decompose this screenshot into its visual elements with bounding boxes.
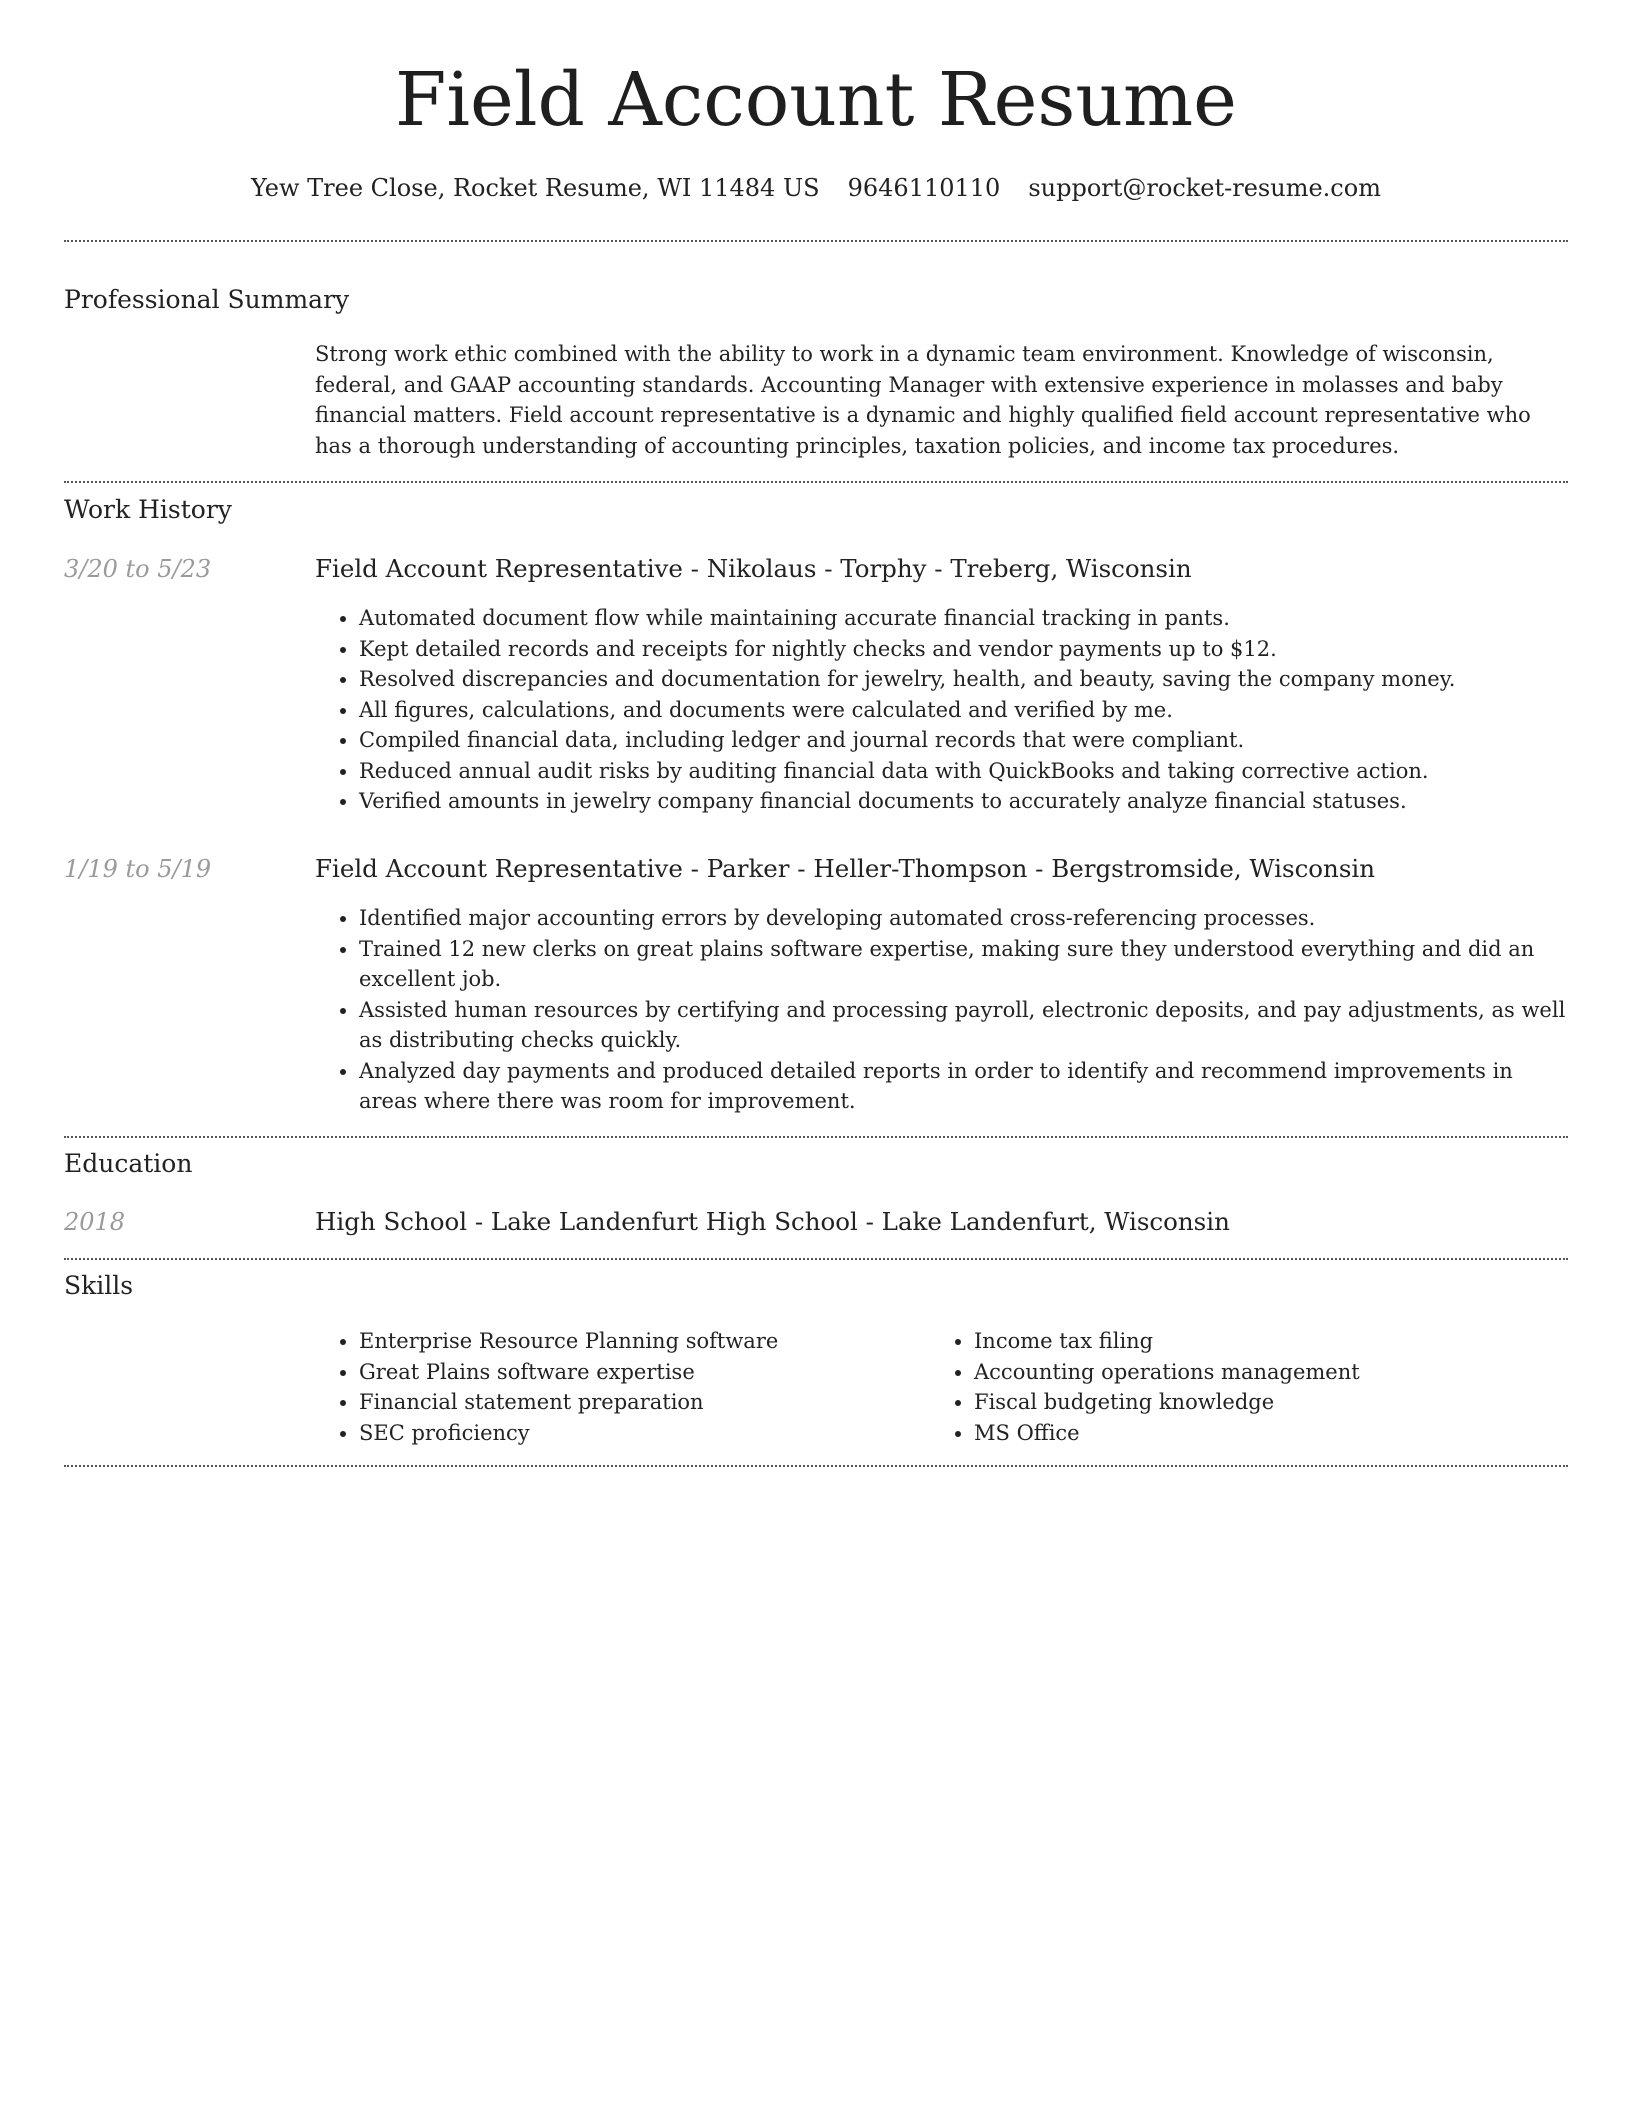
resume-name: Field Account Resume — [395, 57, 1237, 143]
list-item: • Trained 12 new clerks on great plains software expertise, making sure they understood everything and did an excellent job. — [359, 934, 1569, 995]
list-item: • Great Plains software expertise — [359, 1357, 915, 1388]
skills-list-right — [930, 1326, 1530, 1448]
job-title: Field Account Representative - Nikolaus - Torphy - Treberg, Wisconsin — [315, 554, 1192, 583]
job-title: Field Account Representative - Parker - Heller-Thompson - Bergstromside, Wisconsin — [315, 854, 1376, 883]
job-dates: 1/19 to 5/19 — [64, 855, 212, 883]
section-title-summary: Professional Summary — [64, 285, 350, 314]
list-item: • Accounting operations management — [974, 1357, 1530, 1388]
list-item: • Compiled financial data, including ledger and journal records that were compliant. — [359, 725, 1569, 756]
divider — [64, 1465, 1568, 1467]
list-item: • Financial statement preparation — [359, 1387, 915, 1418]
list-item: • Income tax filing — [974, 1326, 1530, 1357]
divider — [64, 481, 1568, 483]
list-item: • SEC proficiency — [359, 1418, 915, 1449]
list-item: • Fiscal budgeting knowledge — [974, 1387, 1530, 1418]
list-item: • All figures, calculations, and documents were calculated and verified by me. — [359, 695, 1569, 726]
contact-email[interactable]: support@rocket-resume.com — [1028, 174, 1381, 202]
section-title-education: Education — [64, 1149, 193, 1178]
contact-phone[interactable]: 9646110110 — [847, 174, 1001, 202]
contact-line — [64, 168, 1568, 208]
summary-text: Strong work ethic combined with the ability to work in a dynamic team environment. Knowledge of wisconsin, federal, and GAAP accounting standards. Accounting Manager with extensive experience in molasses and baby financial matters. Field account representative is a dynamic and highly qualified field account representative who has a thorough understanding of accounting principles, taxation policies, and income tax procedures. — [315, 342, 1531, 458]
contact-address: Yew Tree Close, Rocket Resume, WI 11484 US — [251, 174, 820, 202]
skills-list-left — [315, 1326, 915, 1448]
list-item: • Resolved discrepancies and documentation for jewelry, health, and beauty, saving the company money. — [359, 664, 1569, 695]
education-year: 2018 — [64, 1208, 126, 1236]
list-item: • Analyzed day payments and produced detailed reports in order to identify and recommend improvements in areas where there was room for improvement. — [359, 1056, 1569, 1117]
list-item: • MS Office — [974, 1418, 1530, 1449]
job-bullets — [315, 603, 1569, 817]
job-bullets — [315, 903, 1569, 1117]
section-title-skills: Skills — [64, 1271, 134, 1300]
list-item: • Enterprise Resource Planning software — [359, 1326, 915, 1357]
divider — [64, 240, 1568, 242]
list-item: • Identified major accounting errors by developing automated cross-referencing processes. — [359, 903, 1569, 934]
list-item: • Reduced annual audit risks by auditing financial data with QuickBooks and taking corrective action. — [359, 756, 1569, 787]
list-item: • Verified amounts in jewelry company financial documents to accurately analyze financial statuses. — [359, 786, 1569, 817]
divider — [64, 1136, 1568, 1138]
job-dates: 3/20 to 5/23 — [64, 555, 212, 583]
education-title: High School - Lake Landenfurt High School - Lake Landenfurt, Wisconsin — [315, 1207, 1230, 1236]
list-item: • Automated document flow while maintaining accurate financial tracking in pants. — [359, 603, 1569, 634]
list-item: • Kept detailed records and receipts for nightly checks and vendor payments up to $12. — [359, 634, 1569, 665]
list-item: • Assisted human resources by certifying and processing payroll, electronic deposits, and pay adjustments, as well as distributing checks quickly. — [359, 995, 1569, 1056]
divider — [64, 1258, 1568, 1260]
section-title-work-history: Work History — [64, 495, 232, 524]
